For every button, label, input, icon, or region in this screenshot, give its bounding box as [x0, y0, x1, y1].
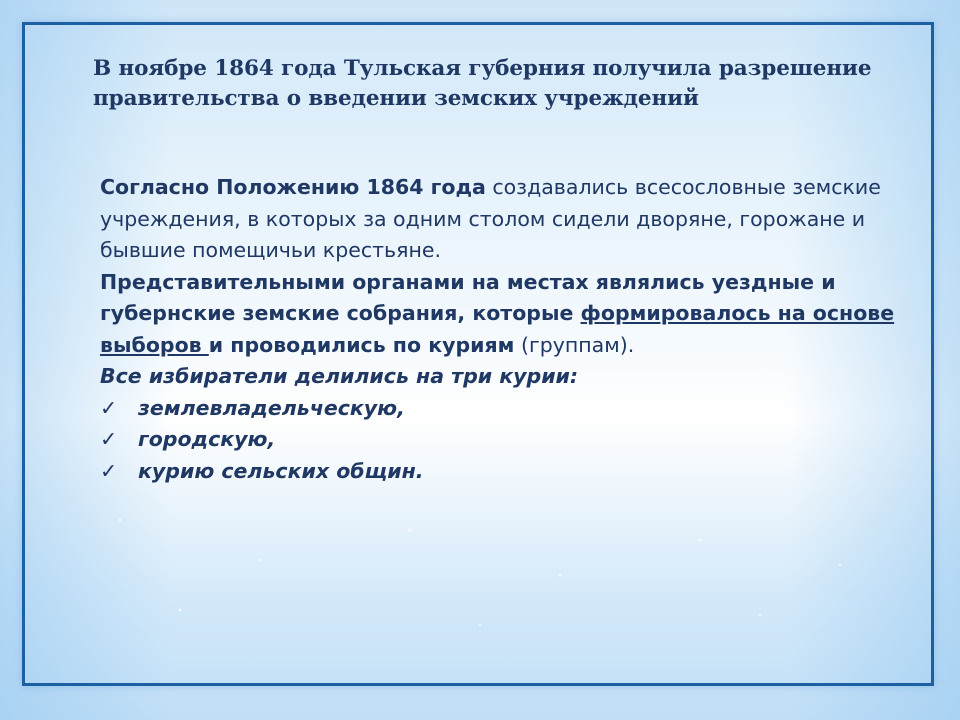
checkmark-icon: ✓: [100, 458, 118, 483]
list-item: [100, 393, 920, 425]
curia-label: землевладельческую,: [138, 395, 405, 420]
checkmark-icon: ✓: [100, 395, 118, 420]
list-item: [100, 456, 920, 488]
list-item: [100, 424, 920, 456]
checkmark-icon: ✓: [100, 427, 118, 451]
paragraph-polozhenie-text: создавались всесословные земские учреждения, в которых за одним столом сидели дворяне, горожане и бывшие помещичьи крестьяне.: [100, 175, 881, 262]
paragraph-representative-bodies: [100, 267, 920, 362]
voters-intro: Все избиратели делились на три курии:: [100, 364, 579, 388]
paragraph-representative-underlined: формировалось на основе выборов: [100, 301, 895, 357]
paragraph-polozhenie-bold-lead: Согласно Положению 1864 года: [100, 175, 486, 199]
paragraph-representative-bold-mid: и проводились по куриям: [208, 332, 515, 357]
curia-label: городскую,: [138, 427, 276, 451]
paragraph-representative-bold-lead: Представительными органами на местах являлись уездные и губернские земские собрания, которые: [100, 269, 836, 325]
curiae-list: [100, 393, 920, 488]
curia-label: курию сельских общин.: [138, 458, 424, 483]
slide-body: [100, 172, 920, 487]
paragraph-polozhenie: [100, 172, 920, 267]
slide-heading: В ноябре 1864 года Тульская губерния получила разрешение правительства о введении земских учреждений: [93, 56, 872, 111]
paragraph-representative-tail: (группам).: [514, 332, 635, 357]
